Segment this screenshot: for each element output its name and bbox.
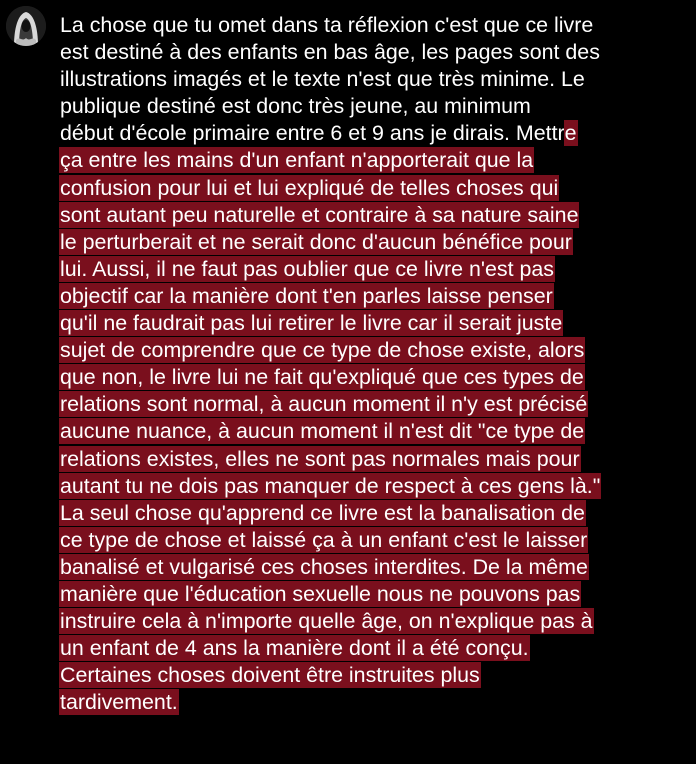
- message-text: [60, 12, 696, 716]
- message-line: [60, 527, 696, 554]
- message-line: [60, 120, 696, 147]
- message-text-highlighted: instruire cela à n'importe quelle âge, on n'explique pas à: [60, 609, 593, 634]
- message-line: [60, 12, 696, 39]
- message-text-highlighted: tardivement.: [60, 690, 178, 715]
- message-line: [60, 256, 696, 283]
- message-text-highlighted: autant tu ne dois pas manquer de respect à ces gens là.": [60, 473, 601, 498]
- message-text-plain: La chose que tu omet dans ta réflexion c'est que ce livre: [60, 13, 594, 37]
- message-text-plain: début d'école primaire entre 6 et 9 ans je dirais. Mettr: [60, 121, 565, 146]
- message-text-highlighted: confusion pour lui et lui expliqué de telles choses qui: [60, 175, 559, 200]
- avatar-hooded-figure-icon: [6, 6, 46, 46]
- message-text-highlighted: Certaines choses doivent être instruites plus: [60, 663, 480, 688]
- message-line: [60, 446, 696, 473]
- message-line: [60, 635, 696, 662]
- message-line: [60, 310, 696, 337]
- message-text-highlighted: le perturberait et ne serait donc d'aucun bénéfice pour: [60, 229, 572, 254]
- message-line: [60, 93, 696, 120]
- message-text-highlighted: banalisé et vulgarisé ces choses interdites. De la même: [60, 554, 588, 579]
- message-text-highlighted: aucune nuance, à aucun moment il n'est dit "ce type de: [60, 419, 585, 444]
- message-text-highlighted: un enfant de 4 ans la manière dont il a été conçu.: [60, 636, 529, 661]
- message-text-highlighted: relations sont normal, à aucun moment il n'y est précisé: [60, 392, 588, 417]
- message-line: [60, 66, 696, 93]
- message-text-highlighted: e: [564, 121, 577, 146]
- message-text-highlighted: objectif car la manière dont t'en parles laisse penser: [60, 283, 553, 308]
- message-line: [60, 337, 696, 364]
- message-text-highlighted: lui. Aussi, il ne faut pas oublier que ce livre n'est pas: [60, 256, 554, 281]
- message-text-highlighted: que non, le livre lui ne fait qu'expliqué que ces types de: [60, 365, 584, 390]
- message-line: [60, 283, 696, 310]
- message-text-plain: publique destiné est donc très jeune, au minimum: [60, 94, 531, 119]
- message-line: [60, 202, 696, 229]
- message-text-highlighted: manière que l'éducation sexuelle nous ne pouvons pas: [60, 581, 581, 606]
- message-text-plain: est destiné à des enfants en bas âge, les pages sont des: [60, 40, 600, 65]
- message-text-highlighted: sujet de comprendre que ce type de chose existe, alors: [60, 338, 585, 363]
- message-line: [60, 662, 696, 689]
- message-line: [60, 554, 696, 581]
- message-text-highlighted: sont autant peu naturelle et contraire à sa nature saine: [60, 202, 579, 227]
- message-text-highlighted: ce type de chose et laissé ça à un enfant c'est le laisser: [60, 527, 588, 552]
- message-line: [60, 39, 696, 66]
- message-text-highlighted: La seul chose qu'apprend ce livre est la banalisation de: [60, 500, 585, 525]
- message-text-highlighted: relations existes, elles ne sont pas normales mais pour: [60, 446, 580, 471]
- message-line: [60, 391, 696, 418]
- message-line: [60, 500, 696, 527]
- message-line: [60, 418, 696, 445]
- message-text-highlighted: qu'il ne faudrait pas lui retirer le livre car il serait juste: [60, 311, 563, 336]
- message-line: [60, 364, 696, 391]
- message-line: [60, 473, 696, 500]
- message-line: [60, 689, 696, 716]
- message-text-highlighted: ça entre les mains d'un enfant n'apporterait que la: [60, 148, 534, 173]
- message-line: [60, 147, 696, 174]
- message-line: [60, 581, 696, 608]
- message-line: [60, 229, 696, 256]
- message-text-plain: illustrations imagés et le texte n'est que très minime. Le: [60, 67, 585, 92]
- message-line: [60, 608, 696, 635]
- avatar[interactable]: [6, 6, 46, 46]
- message-line: [60, 175, 696, 202]
